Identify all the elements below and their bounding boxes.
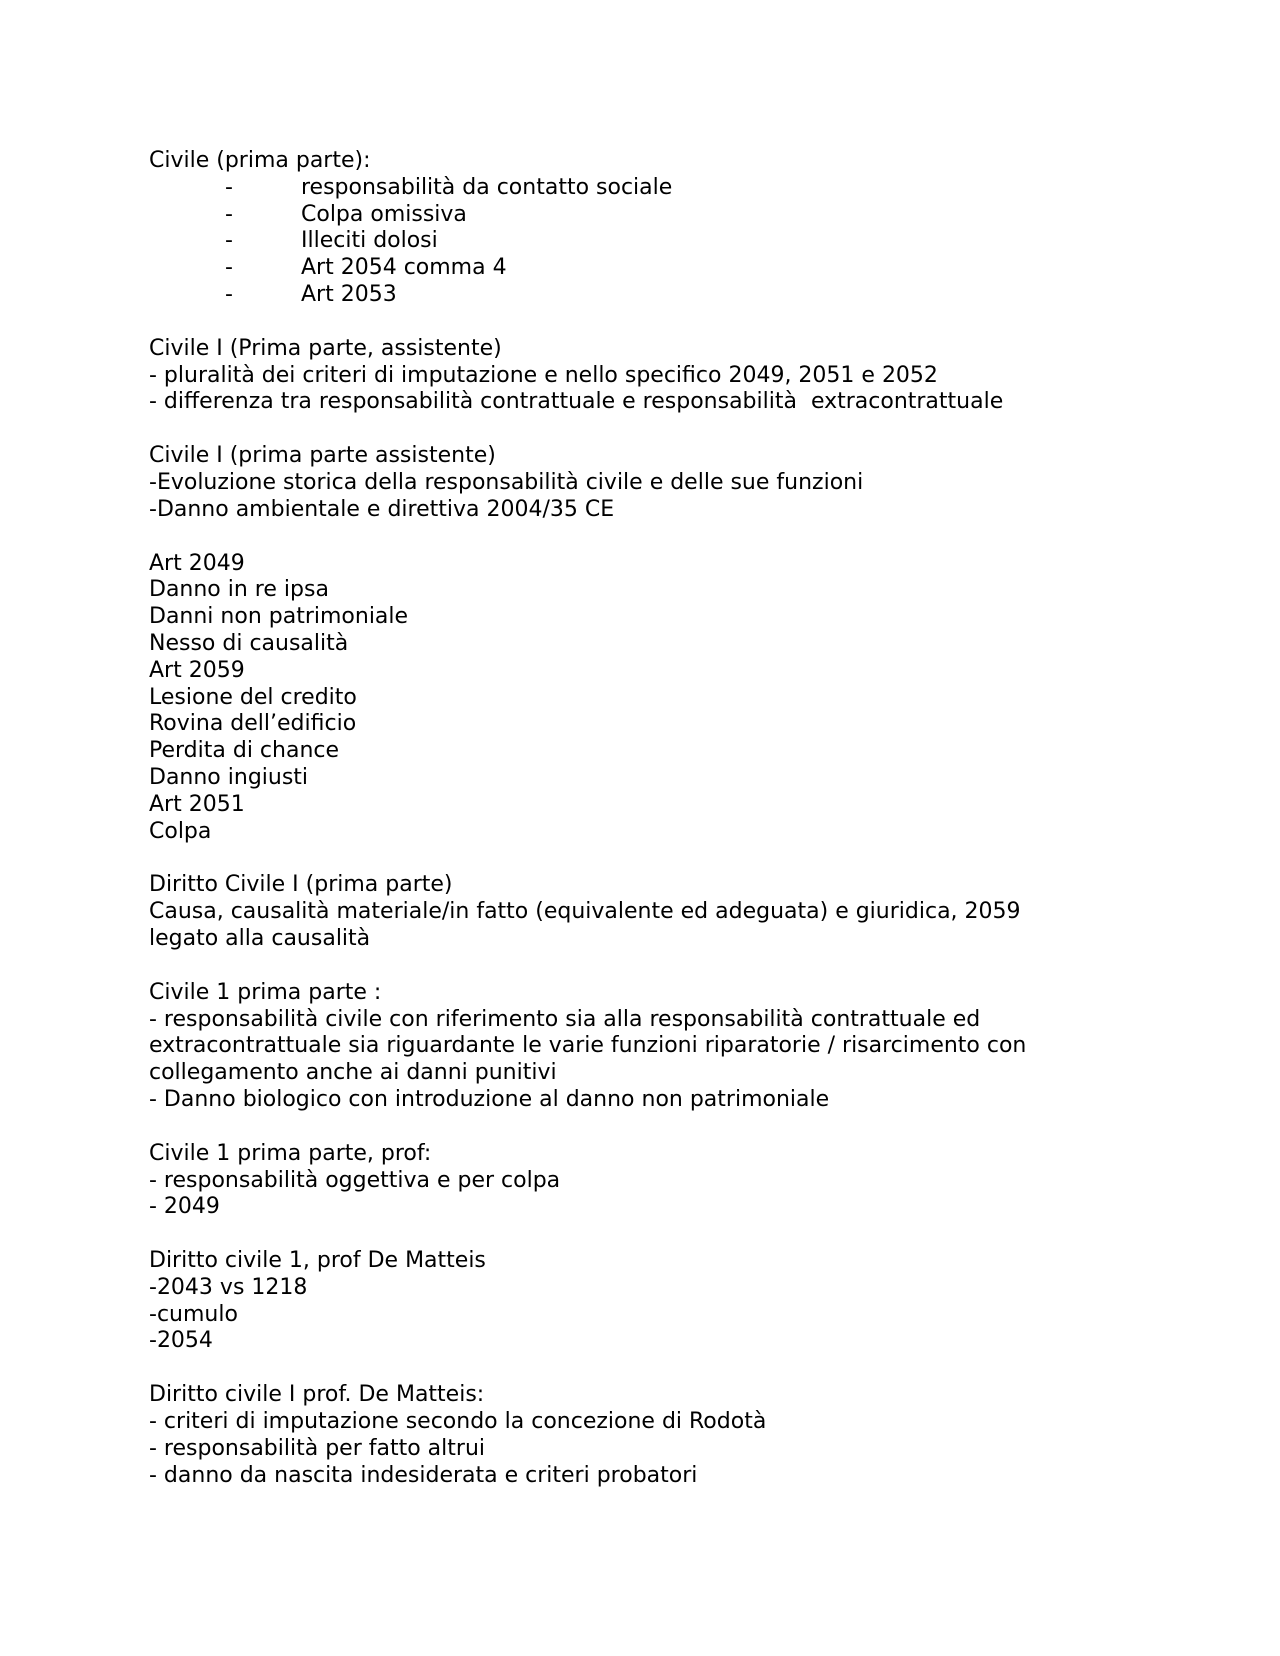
section-heading: Civile I (Prima parte, assistente) <box>149 335 502 361</box>
list-item: - Art 2054 comma 4 <box>149 255 1149 282</box>
text-line: -2043 vs 1218 <box>149 1274 308 1300</box>
list-item: - Illeciti dolosi <box>149 228 1149 255</box>
section-civile-i-assistente <box>149 336 1149 416</box>
dash-bullet-icon: - <box>225 201 233 227</box>
section-heading: Civile 1 prima parte, prof: <box>149 1140 432 1166</box>
dash-bullet-icon: - <box>225 174 233 200</box>
list-item: - Colpa omissiva <box>149 202 1149 229</box>
text-line: - responsabilità oggettiva e per colpa <box>149 1167 561 1193</box>
document-body <box>149 148 1149 1516</box>
text-line: - Danno biologico con introduzione al danno non patrimoniale <box>149 1086 830 1112</box>
dash-bullet-icon: - <box>225 228 233 254</box>
dash-bullet-icon: - <box>225 255 233 281</box>
section-heading: Civile (prima parte): <box>149 148 371 173</box>
text-line: Danno ingiusti <box>149 764 309 790</box>
section-heading: Diritto civile I prof. De Matteis: <box>149 1382 485 1408</box>
section-heading: Civile I (prima parte assistente) <box>149 443 496 469</box>
section-diritto-civile-i-de-matteis <box>149 1382 1149 1489</box>
section-heading: Diritto civile 1, prof De Matteis <box>149 1248 486 1274</box>
text-line: - danno da nascita indesiderata e criteri probatori <box>149 1462 698 1488</box>
section-heading: Diritto Civile I (prima parte) <box>149 872 453 898</box>
text-line: Colpa <box>149 818 212 844</box>
text-line: - responsabilità per fatto altrui <box>149 1435 485 1461</box>
text-line: - differenza tra responsabilità contrattuale e responsabilità extracontrattuale <box>149 389 1004 415</box>
section-heading: Civile 1 prima parte : <box>149 979 382 1005</box>
text-line: Art 2051 <box>149 791 245 817</box>
section-civile-1-prima-parte <box>149 980 1149 1114</box>
text-line: -Evoluzione storica della responsabilità civile e delle sue funzioni <box>149 469 864 495</box>
text-line: - 2049 <box>149 1194 220 1220</box>
section-diritto-civile-i-prima-parte <box>149 872 1149 952</box>
text-line: Art 2049 <box>149 550 245 576</box>
text-line: - responsabilità civile con riferimento sia alla responsabilità contrattuale ed extracontrattuale sia riguardante le varie funzioni riparatorie / risarcimento con collegamento anche ai danni punitivi <box>149 1006 1034 1086</box>
text-line: Lesione del credito <box>149 684 357 710</box>
section-topic-list <box>149 551 1149 846</box>
text-line: Danni non patrimoniale <box>149 604 409 630</box>
text-line: - criteri di imputazione secondo la concezione di Rodotà <box>149 1409 767 1435</box>
dash-bullet-icon: - <box>225 281 233 307</box>
section-civile-1-prof <box>149 1141 1149 1221</box>
text-line: Danno in re ipsa <box>149 577 329 603</box>
text-line: -Danno ambientale e direttiva 2004/35 CE <box>149 496 615 522</box>
list-item: - responsabilità da contatto sociale <box>149 175 1149 202</box>
text-line: -cumulo <box>149 1301 238 1327</box>
bullet-list <box>149 175 1149 309</box>
section-civile-prima-parte <box>149 148 1149 309</box>
list-item: - Art 2053 <box>149 282 1149 309</box>
text-line: Causa, causalità materiale/in fatto (equivalente ed adeguata) e giuridica, 2059 legato alla causalità <box>149 899 1028 951</box>
text-line: Rovina dell’edificio <box>149 711 357 737</box>
text-line: - pluralità dei criteri di imputazione e nello specifico 2049, 2051 e 2052 <box>149 362 938 388</box>
section-diritto-civile-1-de-matteis <box>149 1248 1149 1355</box>
text-line: Perdita di chance <box>149 738 340 764</box>
text-line: -2054 <box>149 1328 213 1354</box>
text-line: Art 2059 <box>149 657 245 683</box>
section-civile-i-prima-parte-assistente <box>149 443 1149 523</box>
text-line: Nesso di causalità <box>149 630 349 656</box>
